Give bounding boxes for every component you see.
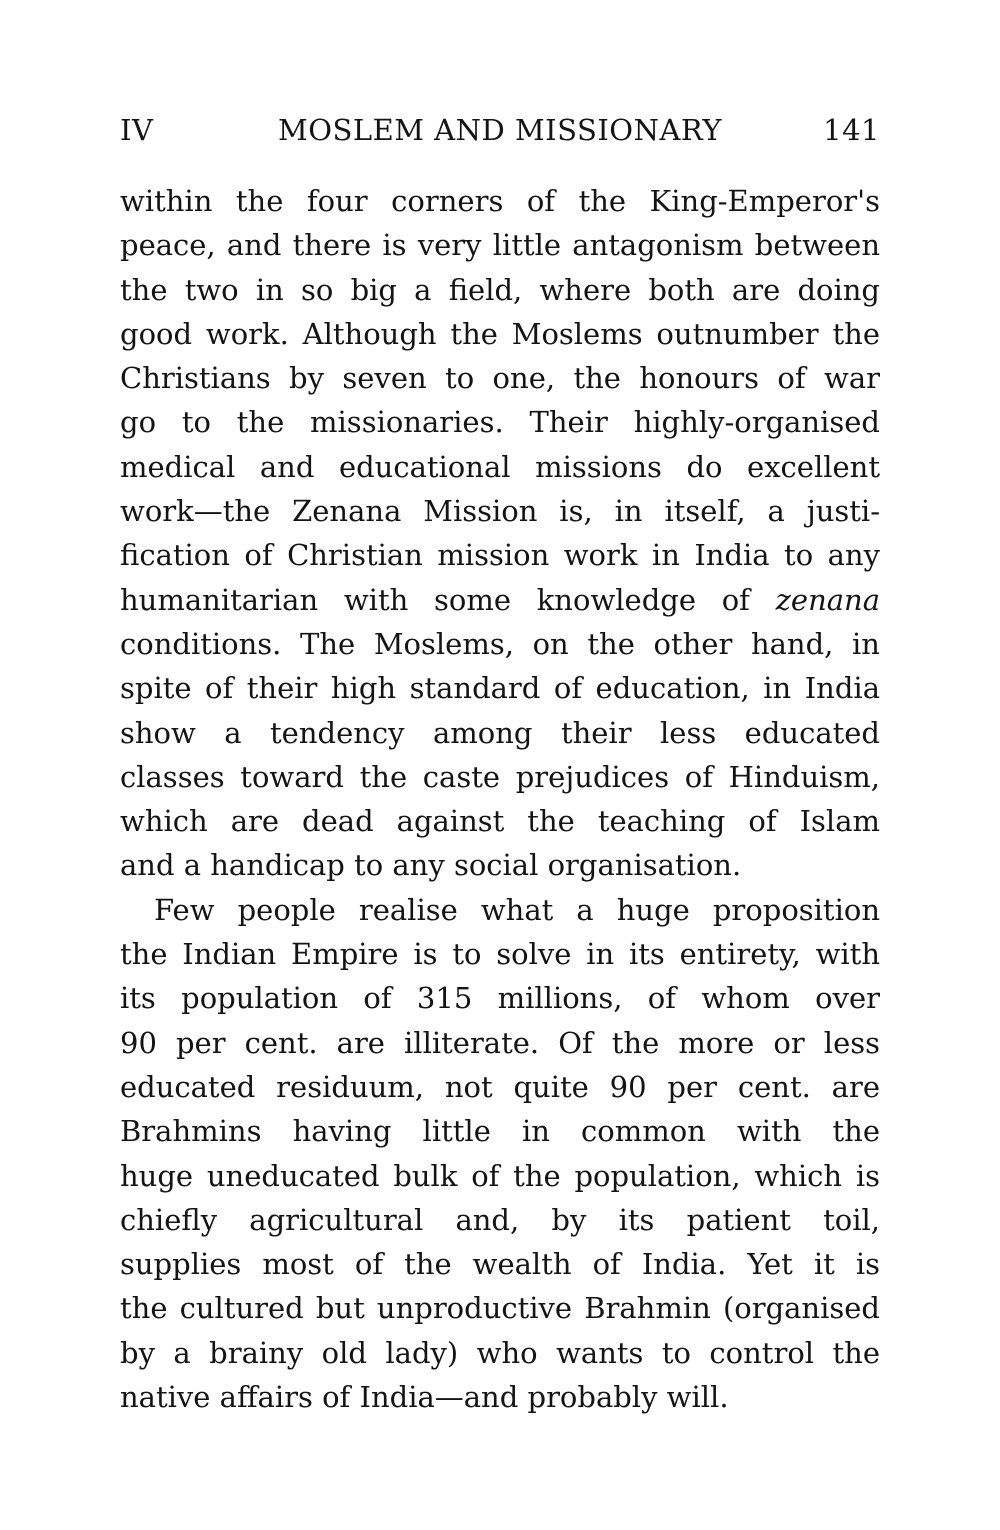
text-segment: humanitarian with some knowledge of — [120, 582, 750, 617]
text-line: the two in so big a field, where both are doing — [120, 272, 880, 307]
text-line: Brahmins having little in common with the — [120, 1114, 880, 1149]
text-line: its population of 315 millions, of whom over — [120, 981, 880, 1016]
text-line: good work. Although the Moslems outnumber the — [120, 316, 880, 351]
text-line: medical and educational missions do excellent — [120, 449, 880, 484]
text-line: chiefly agricultural and, by its patient toil, — [120, 1202, 880, 1237]
text-line: Christians by seven to one, the honours of war — [120, 361, 880, 396]
text-line: go to the missionaries. Their highly-organised — [120, 405, 880, 440]
text-line: by a brainy old lady) who wants to control the — [120, 1335, 880, 1370]
text-line: which are dead against the teaching of Islam — [120, 804, 880, 839]
text-line: conditions. The Moslems, on the other hand, in — [120, 626, 880, 661]
text-line: huge uneducated bulk of the population, which is — [120, 1158, 880, 1193]
text-line: work—the Zenana Mission is, in itself, a justi- — [120, 494, 880, 529]
paragraph-1 — [120, 179, 880, 888]
text-line: fication of Christian mission work in India to any — [120, 538, 880, 573]
italic-term: zenana — [775, 582, 880, 617]
text-line: spite of their high standard of education, in India — [120, 671, 880, 706]
paragraph-2 — [120, 888, 880, 1420]
text-line: the Indian Empire is to solve in its entirety, with — [120, 937, 880, 972]
text-line: classes toward the caste prejudices of Hinduism, — [120, 759, 880, 794]
text-line: native affairs of India—and probably will. — [120, 1380, 729, 1415]
text-line: and a handicap to any social organisation. — [120, 848, 742, 883]
page-number: 141 — [823, 113, 880, 147]
text-line: educated residuum, not quite 90 per cent. are — [120, 1069, 880, 1104]
text-line: the cultured but unproductive Brahmin (organised — [120, 1291, 880, 1326]
running-head — [120, 113, 880, 157]
text-line: peace, and there is very little antagonism between — [120, 228, 880, 263]
text-line: supplies most of the wealth of India. Yet it is — [120, 1247, 880, 1282]
text-line: 90 per cent. are illiterate. Of the more or less — [120, 1025, 880, 1060]
running-title: MOSLEM AND MISSIONARY — [278, 113, 722, 147]
body-text — [120, 179, 880, 1419]
text-line: Few people realise what a huge proposition — [154, 892, 880, 927]
text-line: show a tendency among their less educated — [120, 715, 880, 750]
chapter-number: IV — [120, 113, 154, 147]
text-line: within the four corners of the King-Emperor's — [120, 184, 880, 218]
text-line — [120, 578, 880, 622]
